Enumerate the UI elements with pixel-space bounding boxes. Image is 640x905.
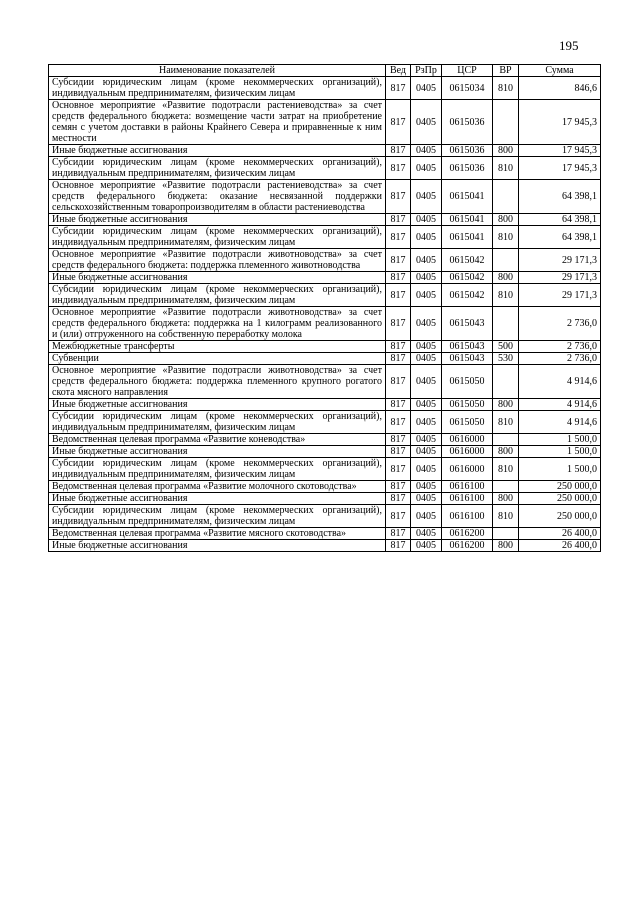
table-row bbox=[49, 446, 601, 458]
cell-rzpr: 0405 bbox=[411, 249, 442, 272]
cell-rzpr: 0405 bbox=[411, 399, 442, 411]
cell-vr: 810 bbox=[493, 458, 519, 481]
cell-sum: 26 400,0 bbox=[519, 528, 601, 540]
cell-vr: 810 bbox=[493, 77, 519, 100]
cell-vr: 800 bbox=[493, 272, 519, 284]
cell-csr: 0616100 bbox=[442, 493, 493, 505]
cell-name: Субсидии юридическим лицам (кроме некоммерческих организаций), индивидуальным предпринимателям, физическим лицам bbox=[49, 505, 386, 528]
cell-rzpr: 0405 bbox=[411, 505, 442, 528]
table-row bbox=[49, 399, 601, 411]
header-row bbox=[49, 65, 601, 77]
cell-sum: 17 945,3 bbox=[519, 157, 601, 180]
cell-sum: 29 171,3 bbox=[519, 284, 601, 307]
cell-vr: 800 bbox=[493, 145, 519, 157]
cell-ved: 817 bbox=[386, 272, 411, 284]
cell-vr bbox=[493, 528, 519, 540]
cell-vr: 810 bbox=[493, 505, 519, 528]
header-sum: Сумма bbox=[519, 65, 601, 77]
cell-rzpr: 0405 bbox=[411, 493, 442, 505]
cell-name: Субсидии юридическим лицам (кроме некоммерческих организаций), индивидуальным предпринимателям, физическим лицам bbox=[49, 157, 386, 180]
cell-csr: 0615043 bbox=[442, 307, 493, 341]
cell-ved: 817 bbox=[386, 284, 411, 307]
cell-vr bbox=[493, 481, 519, 493]
cell-sum: 1 500,0 bbox=[519, 446, 601, 458]
table-row bbox=[49, 214, 601, 226]
cell-vr: 800 bbox=[493, 446, 519, 458]
cell-vr: 800 bbox=[493, 214, 519, 226]
table-row bbox=[49, 434, 601, 446]
table-row bbox=[49, 493, 601, 505]
cell-name: Основное мероприятие «Развитие подотрасли животноводства» за счет средств федерального бюджета: поддержка племенного крупного рогатого скота мясного направления bbox=[49, 365, 386, 399]
cell-name: Субсидии юридическим лицам (кроме некоммерческих организаций), индивидуальным предпринимателям, физическим лицам bbox=[49, 458, 386, 481]
cell-csr: 0615036 bbox=[442, 145, 493, 157]
cell-vr: 810 bbox=[493, 411, 519, 434]
cell-rzpr: 0405 bbox=[411, 307, 442, 341]
header-csr: ЦСР bbox=[442, 65, 493, 77]
cell-csr: 0615043 bbox=[442, 341, 493, 353]
cell-rzpr: 0405 bbox=[411, 434, 442, 446]
cell-name: Основное мероприятие «Развитие подотрасли животноводства» за счет средств федерального бюджета: поддержка на 1 килограмм реализованного и (или) отгруженного на собственную переработку молока bbox=[49, 307, 386, 341]
cell-ved: 817 bbox=[386, 157, 411, 180]
cell-ved: 817 bbox=[386, 145, 411, 157]
cell-rzpr: 0405 bbox=[411, 411, 442, 434]
cell-vr bbox=[493, 249, 519, 272]
cell-csr: 0616100 bbox=[442, 505, 493, 528]
cell-sum: 2 736,0 bbox=[519, 307, 601, 341]
table-row bbox=[49, 411, 601, 434]
cell-csr: 0615041 bbox=[442, 226, 493, 249]
cell-name: Иные бюджетные ассигнования bbox=[49, 272, 386, 284]
page-number: 195 bbox=[559, 38, 579, 53]
cell-rzpr: 0405 bbox=[411, 540, 442, 552]
table-row bbox=[49, 353, 601, 365]
cell-name: Иные бюджетные ассигнования bbox=[49, 214, 386, 226]
cell-rzpr: 0405 bbox=[411, 226, 442, 249]
table-row bbox=[49, 365, 601, 399]
cell-csr: 0615050 bbox=[442, 365, 493, 399]
cell-vr: 810 bbox=[493, 226, 519, 249]
cell-rzpr: 0405 bbox=[411, 446, 442, 458]
cell-name: Основное мероприятие «Развитие подотрасли животноводства» за счет средств федерального бюджета: поддержка племенного животноводства bbox=[49, 249, 386, 272]
table-row bbox=[49, 100, 601, 145]
cell-vr bbox=[493, 100, 519, 145]
cell-name: Иные бюджетные ассигнования bbox=[49, 446, 386, 458]
cell-sum: 17 945,3 bbox=[519, 145, 601, 157]
header-name: Наименование показателей bbox=[49, 65, 386, 77]
cell-ved: 817 bbox=[386, 249, 411, 272]
cell-ved: 817 bbox=[386, 493, 411, 505]
cell-ved: 817 bbox=[386, 458, 411, 481]
table-row bbox=[49, 341, 601, 353]
table-row bbox=[49, 145, 601, 157]
table-body bbox=[49, 77, 601, 552]
cell-name: Иные бюджетные ассигнования bbox=[49, 145, 386, 157]
cell-name: Ведомственная целевая программа «Развитие коневодства» bbox=[49, 434, 386, 446]
cell-sum: 4 914,6 bbox=[519, 411, 601, 434]
cell-name: Субвенции bbox=[49, 353, 386, 365]
cell-sum: 1 500,0 bbox=[519, 434, 601, 446]
cell-rzpr: 0405 bbox=[411, 481, 442, 493]
cell-ved: 817 bbox=[386, 365, 411, 399]
cell-name: Ведомственная целевая программа «Развитие молочного скотоводства» bbox=[49, 481, 386, 493]
cell-sum: 2 736,0 bbox=[519, 353, 601, 365]
cell-csr: 0615042 bbox=[442, 284, 493, 307]
cell-csr: 0616000 bbox=[442, 458, 493, 481]
cell-name: Иные бюджетные ассигнования bbox=[49, 540, 386, 552]
table-row bbox=[49, 77, 601, 100]
cell-ved: 817 bbox=[386, 226, 411, 249]
cell-csr: 0615050 bbox=[442, 399, 493, 411]
cell-ved: 817 bbox=[386, 100, 411, 145]
cell-ved: 817 bbox=[386, 434, 411, 446]
table-header bbox=[49, 65, 601, 77]
cell-ved: 817 bbox=[386, 341, 411, 353]
cell-ved: 817 bbox=[386, 540, 411, 552]
cell-ved: 817 bbox=[386, 505, 411, 528]
header-ved: Вед bbox=[386, 65, 411, 77]
cell-ved: 817 bbox=[386, 528, 411, 540]
cell-sum: 64 398,1 bbox=[519, 214, 601, 226]
table-row bbox=[49, 307, 601, 341]
cell-csr: 0616000 bbox=[442, 446, 493, 458]
cell-vr bbox=[493, 434, 519, 446]
cell-rzpr: 0405 bbox=[411, 77, 442, 100]
cell-sum: 2 736,0 bbox=[519, 341, 601, 353]
cell-name: Иные бюджетные ассигнования bbox=[49, 493, 386, 505]
cell-sum: 64 398,1 bbox=[519, 180, 601, 214]
cell-sum: 4 914,6 bbox=[519, 365, 601, 399]
cell-sum: 1 500,0 bbox=[519, 458, 601, 481]
table-row bbox=[49, 180, 601, 214]
cell-rzpr: 0405 bbox=[411, 365, 442, 399]
cell-sum: 846,6 bbox=[519, 77, 601, 100]
cell-name: Субсидии юридическим лицам (кроме некоммерческих организаций), индивидуальным предпринимателям, физическим лицам bbox=[49, 284, 386, 307]
cell-rzpr: 0405 bbox=[411, 145, 442, 157]
table-row bbox=[49, 272, 601, 284]
cell-name: Иные бюджетные ассигнования bbox=[49, 399, 386, 411]
cell-name: Межбюджетные трансферты bbox=[49, 341, 386, 353]
cell-ved: 817 bbox=[386, 399, 411, 411]
table-row bbox=[49, 226, 601, 249]
cell-name: Основное мероприятие «Развитие подотрасли растениеводства» за счет средств федерального бюджета: оказание несвязанной поддержки сельскохозяйственным товаропроизводителям в области растениеводства bbox=[49, 180, 386, 214]
cell-name: Субсидии юридическим лицам (кроме некоммерческих организаций), индивидуальным предпринимателям, физическим лицам bbox=[49, 226, 386, 249]
cell-vr bbox=[493, 365, 519, 399]
cell-csr: 0615041 bbox=[442, 180, 493, 214]
cell-sum: 250 000,0 bbox=[519, 481, 601, 493]
cell-csr: 0615036 bbox=[442, 100, 493, 145]
cell-csr: 0615043 bbox=[442, 353, 493, 365]
cell-vr: 800 bbox=[493, 493, 519, 505]
cell-csr: 0616000 bbox=[442, 434, 493, 446]
cell-rzpr: 0405 bbox=[411, 353, 442, 365]
table-row bbox=[49, 505, 601, 528]
cell-sum: 29 171,3 bbox=[519, 272, 601, 284]
table-row bbox=[49, 284, 601, 307]
cell-csr: 0615050 bbox=[442, 411, 493, 434]
cell-csr: 0615041 bbox=[442, 214, 493, 226]
cell-rzpr: 0405 bbox=[411, 458, 442, 481]
cell-csr: 0616100 bbox=[442, 481, 493, 493]
cell-ved: 817 bbox=[386, 307, 411, 341]
cell-ved: 817 bbox=[386, 411, 411, 434]
cell-csr: 0615042 bbox=[442, 249, 493, 272]
table-row bbox=[49, 540, 601, 552]
cell-ved: 817 bbox=[386, 353, 411, 365]
cell-ved: 817 bbox=[386, 180, 411, 214]
cell-name: Ведомственная целевая программа «Развитие мясного скотоводства» bbox=[49, 528, 386, 540]
cell-csr: 0616200 bbox=[442, 528, 493, 540]
cell-vr: 810 bbox=[493, 157, 519, 180]
cell-sum: 29 171,3 bbox=[519, 249, 601, 272]
table-row bbox=[49, 458, 601, 481]
cell-ved: 817 bbox=[386, 446, 411, 458]
cell-rzpr: 0405 bbox=[411, 284, 442, 307]
cell-rzpr: 0405 bbox=[411, 528, 442, 540]
cell-sum: 250 000,0 bbox=[519, 493, 601, 505]
cell-csr: 0615042 bbox=[442, 272, 493, 284]
cell-vr: 530 bbox=[493, 353, 519, 365]
header-rzpr: РзПр bbox=[411, 65, 442, 77]
cell-csr: 0616200 bbox=[442, 540, 493, 552]
cell-sum: 64 398,1 bbox=[519, 226, 601, 249]
cell-vr bbox=[493, 307, 519, 341]
table-row bbox=[49, 157, 601, 180]
cell-name: Субсидии юридическим лицам (кроме некоммерческих организаций), индивидуальным предпринимателям, физическим лицам bbox=[49, 77, 386, 100]
table-row bbox=[49, 528, 601, 540]
cell-rzpr: 0405 bbox=[411, 180, 442, 214]
cell-name: Основное мероприятие «Развитие подотрасли растениеводства» за счет средств федерального бюджета: возмещение части затрат на приобретение семян с учетом доставки в районы Крайнего Севера и приравненные к ним местности bbox=[49, 100, 386, 145]
cell-ved: 817 bbox=[386, 481, 411, 493]
table-row bbox=[49, 249, 601, 272]
cell-rzpr: 0405 bbox=[411, 157, 442, 180]
table-row bbox=[49, 481, 601, 493]
cell-rzpr: 0405 bbox=[411, 341, 442, 353]
cell-sum: 4 914,6 bbox=[519, 399, 601, 411]
cell-vr: 500 bbox=[493, 341, 519, 353]
cell-csr: 0615034 bbox=[442, 77, 493, 100]
cell-vr: 810 bbox=[493, 284, 519, 307]
cell-sum: 250 000,0 bbox=[519, 505, 601, 528]
cell-name: Субсидии юридическим лицам (кроме некоммерческих организаций), индивидуальным предпринимателям, физическим лицам bbox=[49, 411, 386, 434]
cell-ved: 817 bbox=[386, 214, 411, 226]
cell-vr: 800 bbox=[493, 540, 519, 552]
cell-rzpr: 0405 bbox=[411, 100, 442, 145]
cell-vr bbox=[493, 180, 519, 214]
budget-table bbox=[48, 64, 601, 552]
cell-csr: 0615036 bbox=[442, 157, 493, 180]
cell-sum: 26 400,0 bbox=[519, 540, 601, 552]
header-vr: ВР bbox=[493, 65, 519, 77]
cell-sum: 17 945,3 bbox=[519, 100, 601, 145]
cell-vr: 800 bbox=[493, 399, 519, 411]
cell-ved: 817 bbox=[386, 77, 411, 100]
cell-rzpr: 0405 bbox=[411, 214, 442, 226]
cell-rzpr: 0405 bbox=[411, 272, 442, 284]
